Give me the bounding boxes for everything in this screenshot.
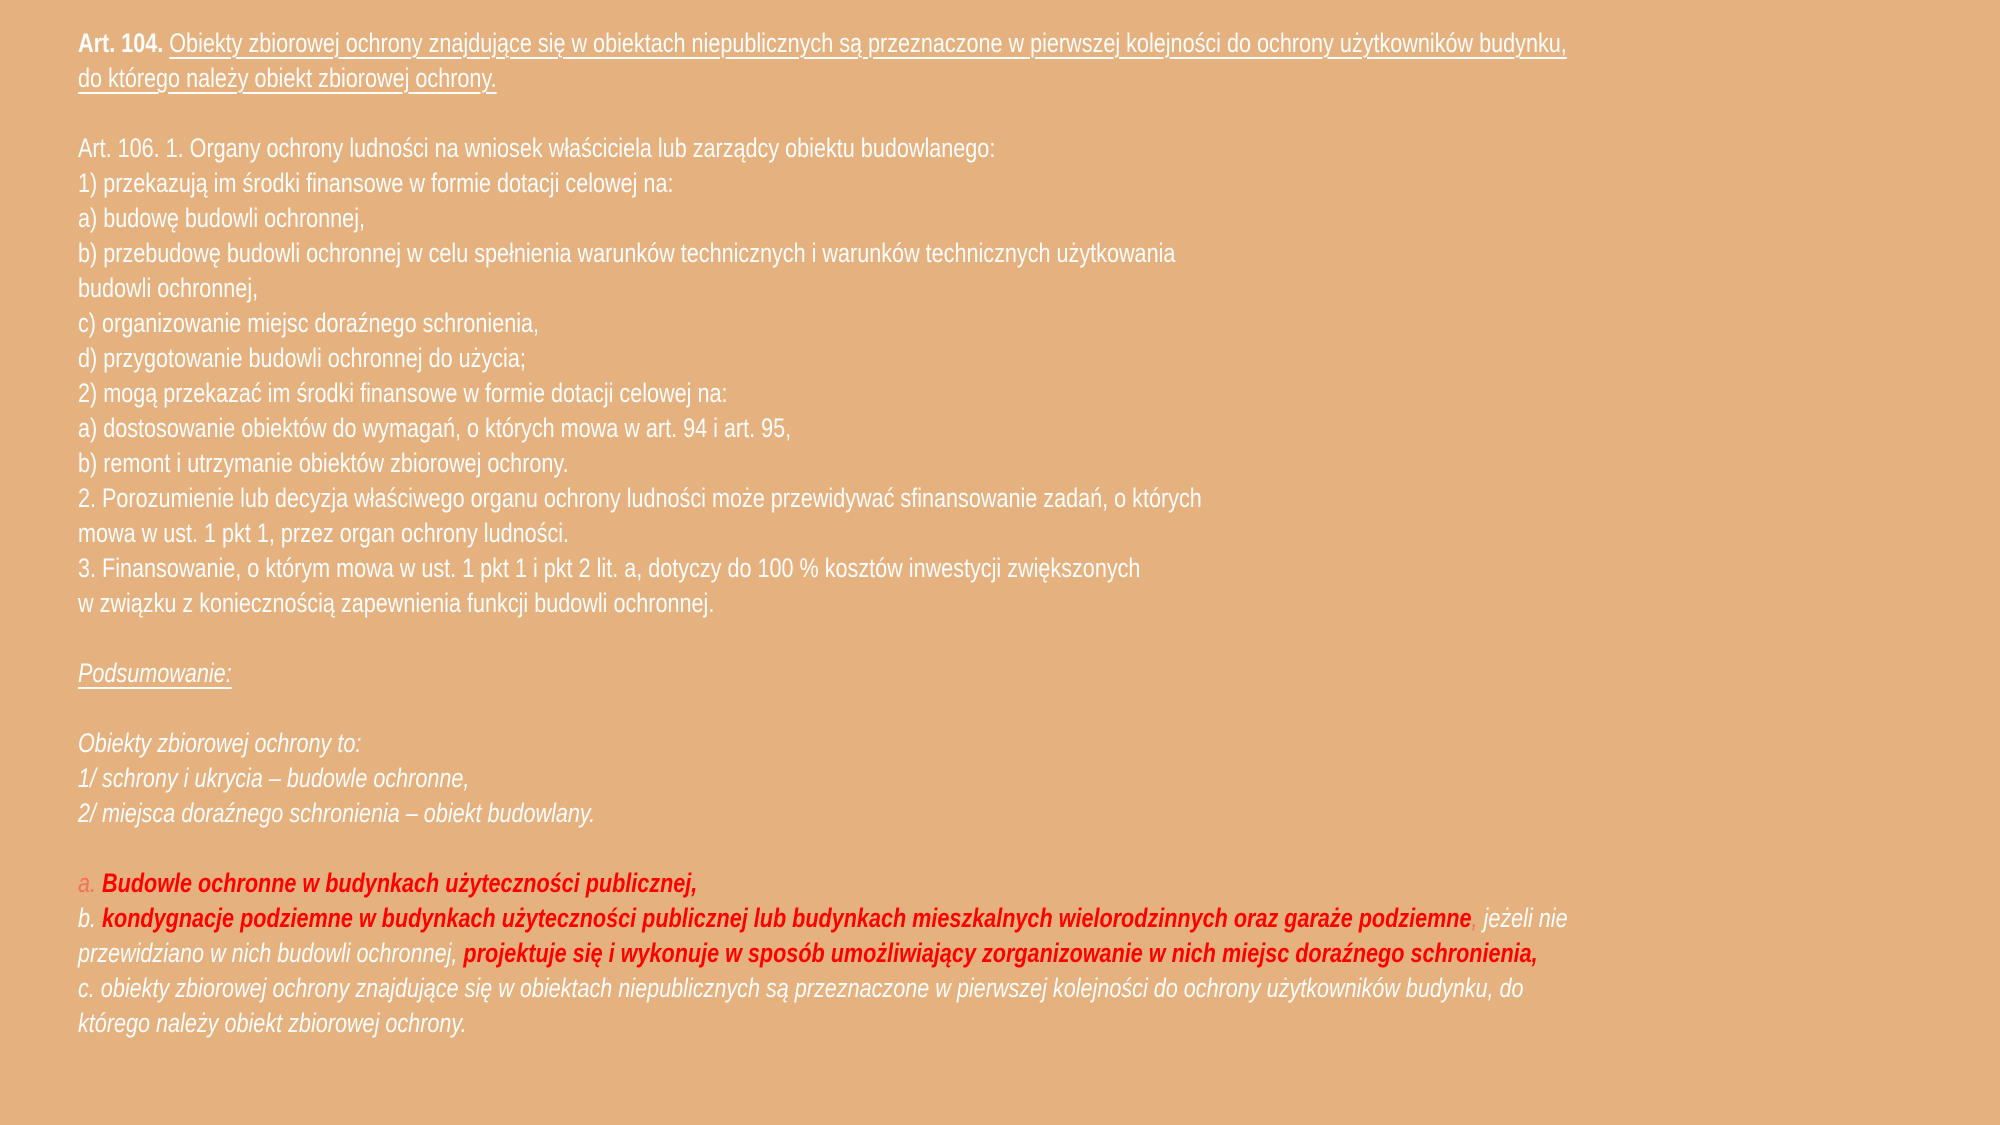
text-segment: 1/ schrony i ukrycia – budowle ochronne, xyxy=(78,763,470,793)
item-c-text-line2: którego należy obiekt zbiorowej ochrony. xyxy=(78,1008,467,1038)
summary-heading xyxy=(78,656,1616,691)
text-segment: a) dostosowanie obiektów do wymagań, o których mowa w art. 94 i art. 95, xyxy=(78,413,792,443)
item-b-label: b. xyxy=(78,903,103,933)
conclusion-line-a xyxy=(78,866,1616,901)
art-106-text-line xyxy=(78,446,1616,481)
summary-heading-text: Podsumowanie: xyxy=(78,658,232,688)
conclusion-line-b xyxy=(78,901,1616,936)
text-segment: b) przebudowę budowli ochronnej w celu spełnienia warunków technicznych i warunków technicznych użytkowania xyxy=(78,238,1176,268)
article-104-text-line2: do którego należy obiekt zbiorowej ochrony. xyxy=(78,63,497,93)
conclusion-line-c xyxy=(78,971,1616,1006)
art-104-heading-line2 xyxy=(78,61,1616,96)
art-106-text-line xyxy=(78,166,1616,201)
item-b2-red-text: projektuje się i wykonuje w sposób umożliwiający zorganizowanie w nich miejsc doraźnego schronienia, xyxy=(463,938,1538,968)
item-a-text: Budowle ochronne w budynkach użyteczności publicznej, xyxy=(102,868,698,898)
text-segment: budowli ochronnej, xyxy=(78,273,259,303)
art-106-text-line xyxy=(78,271,1616,306)
art-106-text-line xyxy=(78,551,1616,586)
text-segment: 1) przekazują im środki finansowe w formie dotacji celowej na: xyxy=(78,168,674,198)
text-segment: d) przygotowanie budowli ochronnej do użycia; xyxy=(78,343,526,373)
text-segment: 3. Finansowanie, o którym mowa w ust. 1 pkt 1 i pkt 2 lit. a, dotyczy do 100 % kosztów inwestycji zwiększonych xyxy=(78,553,1141,583)
conclusion-line-c2 xyxy=(78,1006,1616,1041)
art-106-text-line xyxy=(78,341,1616,376)
art-106-text-line xyxy=(78,306,1616,341)
item-a-label: a. xyxy=(78,868,103,898)
art-106-text-line xyxy=(78,411,1616,446)
art-106-text-line xyxy=(78,481,1616,516)
summary-line xyxy=(78,796,1616,831)
art-106-text-line xyxy=(78,131,1616,166)
art-104-heading xyxy=(78,26,1616,61)
text-segment: Obiekty zbiorowej ochrony to: xyxy=(78,728,362,758)
text-segment: b) remont i utrzymanie obiektów zbiorowej ochrony. xyxy=(78,448,569,478)
text-segment: a) budowę budowli ochronnej, xyxy=(78,203,365,233)
item-c-text: c. obiekty zbiorowej ochrony znajdujące się w obiektach niepublicznych są przeznaczone w pierwszej kolejności do ochrony użytkowników budynku, do xyxy=(78,973,1524,1003)
spacer xyxy=(78,831,1616,866)
text-segment: c) organizowanie miejsc doraźnego schronienia, xyxy=(78,308,540,338)
text-segment: mowa w ust. 1 pkt 1, przez organ ochrony ludności. xyxy=(78,518,570,548)
item-b-comma: , xyxy=(1471,903,1478,933)
art-106-text-line xyxy=(78,376,1616,411)
text-segment: Art. 106. 1. Organy ochrony ludności na wniosek właściciela lub zarządcy obiektu budowlanego: xyxy=(78,133,996,163)
text-segment: 2/ miejsca doraźnego schronienia – obiekt budowlany. xyxy=(78,798,596,828)
text-segment: 2. Porozumienie lub decyzja właściwego organu ochrony ludności może przewidywać sfinansowanie zadań, o których xyxy=(78,483,1202,513)
article-104-label: Art. 104. xyxy=(78,28,170,58)
spacer xyxy=(78,691,1616,726)
item-b-text: kondygnacje podziemne w budynkach użyteczności publicznej lub budynkach mieszkalnych wielorodzinnych oraz garaże podziemne xyxy=(102,903,1472,933)
spacer xyxy=(78,621,1616,656)
article-104-text: Obiekty zbiorowej ochrony znajdujące się w obiektach niepublicznych są przeznaczone w pierwszej kolejności do ochrony użytkowników budynku, xyxy=(169,28,1567,58)
conclusion-line-b2 xyxy=(78,936,1616,971)
art-106-text-line xyxy=(78,516,1616,551)
item-b-tail: jeżeli nie xyxy=(1477,903,1568,933)
summary-line xyxy=(78,726,1616,761)
art-106-text-line xyxy=(78,586,1616,621)
item-b2-white-text: przewidziano w nich budowli ochronnej, xyxy=(78,938,464,968)
art-106-text-line xyxy=(78,201,1616,236)
spacer xyxy=(78,96,1616,131)
summary-line xyxy=(78,761,1616,796)
art-106-text-line xyxy=(78,236,1616,271)
text-segment: w związku z koniecznością zapewnienia funkcji budowli ochronnej. xyxy=(78,588,715,618)
text-segment: 2) mogą przekazać im środki finansowe w formie dotacji celowej na: xyxy=(78,378,728,408)
